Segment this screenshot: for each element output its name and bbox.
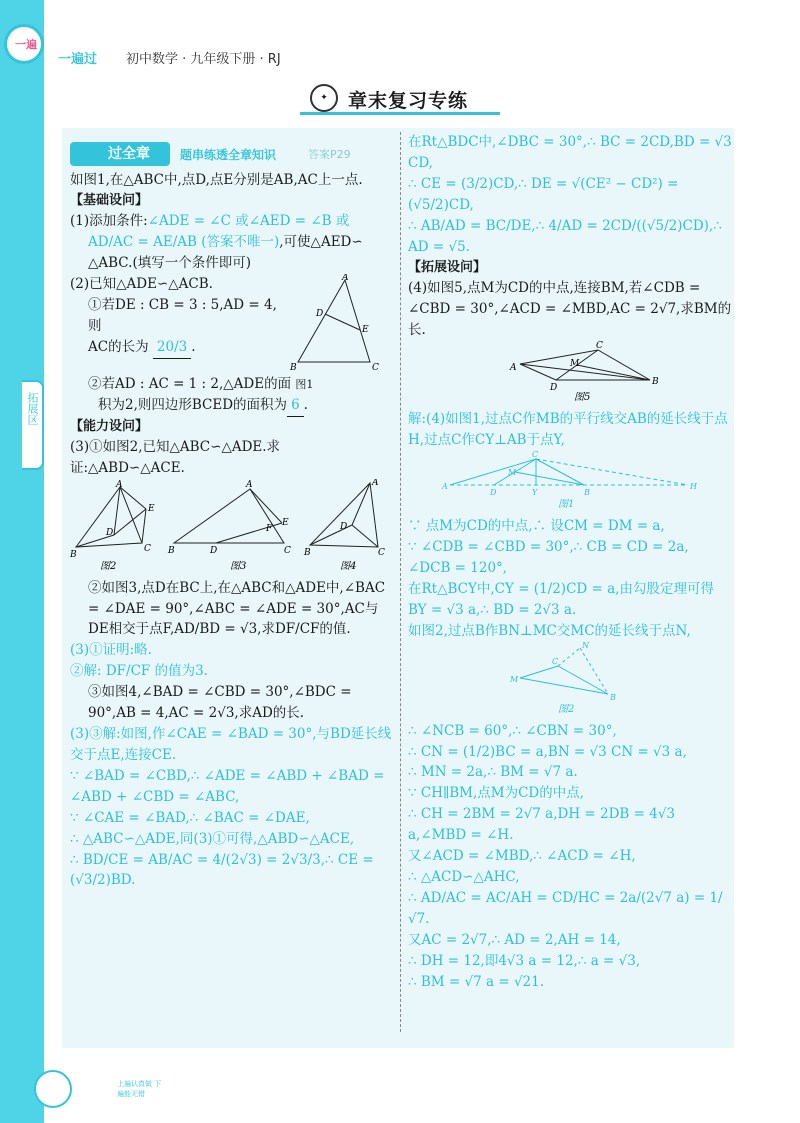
fig2-label-d: D	[106, 527, 114, 538]
q3-part3: ③如图4,∠BAD = ∠CBD = 30°,∠BDC = 90°,AB = 4,AC = 2√3,求AD的长.	[88, 684, 352, 722]
figure-r1	[408, 451, 728, 509]
solution-4-mid-2: ∠DCB = 120°,	[408, 559, 508, 576]
figure-1	[290, 274, 390, 374]
solution-3-3-line-3: ∴ △ABC∽△ADE,同(3)①可得,△ABD∽△ACE,	[70, 830, 355, 847]
header	[44, 40, 800, 74]
fig1-label-c: C	[372, 362, 379, 373]
solution-4-mid-0: ∵ 点M为CD的中点,∴ 设CM = DM = a,	[408, 518, 665, 535]
page-title-block	[300, 82, 500, 112]
q2-answer-1: 20/3	[153, 337, 191, 359]
footer-tag: 上遍认真做 下遍能无错	[114, 1078, 166, 1100]
side-tab-label: 拓展区	[26, 392, 39, 425]
basic-title: 【基础设问】	[70, 192, 149, 208]
fig1-caption: 图1	[295, 377, 314, 391]
q4-text: (4)如图5,点M为CD的中点,连接BM,若∠CDB = ∠CBD = 30°,∠ACD = ∠MBD,AC = 2√7,求BM的长.	[408, 279, 732, 338]
figr1-caption: 图1	[558, 499, 575, 510]
solution-4-end-1: ∴ CN = (1/2)BC = a,BN = √3 CN = √3 a,	[408, 743, 687, 760]
brand-name: 一遍过	[58, 52, 98, 67]
solution-4-end-7: ∴ AD/AC = AC/AH = CD/HC = 2a/(2√7 a) = 1/√7.	[408, 889, 723, 927]
fig3-label-a: A	[246, 479, 253, 490]
figure-4	[303, 479, 385, 571]
star-badge-icon: ✦	[310, 84, 338, 112]
fig5-caption: 图5	[574, 392, 591, 403]
ability-title: 【能力设问】	[70, 418, 149, 434]
fig3-label-d: D	[210, 545, 218, 556]
banner-badge	[70, 142, 170, 166]
left-strip	[0, 0, 44, 1123]
right-top-line-0: 在Rt△BDC中,∠DBC = 30°,∴ BC = 2CD,BD = √3 CD,	[408, 134, 732, 171]
page-title: 章末复习专练	[348, 90, 469, 112]
figure-3	[167, 480, 291, 571]
q2-part1-cont: AC的长为 20/3 .	[70, 337, 290, 359]
fig5-label-a: A	[510, 363, 517, 374]
solution-4-end-0: ∴ ∠NCB = 60°,∴ ∠CBN = 30°,	[408, 722, 617, 739]
side-tab	[22, 380, 44, 470]
fig1-label-a: A	[342, 273, 349, 283]
solution-4-end-2: ∴ MN = 2a,∴ BM = √7 a.	[408, 764, 578, 781]
solution-4-end-9: ∴ DH = 12,即4√3 a = 12,∴ a = √3,	[408, 952, 641, 969]
solution-4-end-6: ∴ △ACD∽△AHC,	[408, 869, 520, 886]
course-title: 初中数学 · 九年级下册 · RJ	[126, 52, 281, 67]
fig2-label-e: E	[148, 503, 155, 514]
figr1-label-y: Y	[532, 488, 538, 498]
solution-4-mid-1: ∵ ∠CDB = ∠CBD = 30°,∴ CB = CD = 2a,	[408, 539, 689, 556]
fig4-label-d: D	[340, 521, 348, 532]
fig2-label-b: B	[70, 549, 77, 560]
figure-r2	[408, 642, 728, 714]
solution-4-head: 解:(4)如图1,过点C作MB的平行线交AB的延长线于点H,过点C作CY⊥AB于点Y,	[408, 411, 728, 449]
mascot-icon	[34, 1070, 72, 1108]
q2-part2-cont: 积为2,则四边形BCED的面积为 6 .	[70, 395, 394, 417]
solution-4-end-10: ∴ BM = √7 a = √21.	[408, 973, 545, 990]
figr2-label-m: M	[510, 674, 519, 684]
fig3-label-b: B	[168, 545, 175, 556]
solution-4-end-3: ∵ CH∥BM,点M为CD的中点,	[408, 785, 585, 802]
figr1-label-b: B	[584, 488, 590, 498]
q2-part1: ①若DE : CB = 3 : 5,AD = 4,则	[88, 296, 277, 334]
q1-note: (答案不唯一)	[201, 233, 280, 250]
q1-line1	[70, 211, 394, 232]
fig3-label-f: F	[266, 523, 273, 534]
fig5-label-d: D	[550, 383, 558, 394]
q2-text	[70, 274, 290, 359]
figr1-label-a: A	[442, 482, 448, 492]
q2-answer-2: 6	[287, 395, 304, 417]
figr2-label-b: B	[610, 692, 616, 702]
solution-4-mid-5: 如图2,过点B作BN⊥MC交MC的延长线于点N,	[408, 622, 691, 639]
fig4-label-c: C	[378, 547, 385, 558]
q2-part1-tail: AC的长为	[88, 338, 149, 355]
fig3-label-e: E	[282, 517, 289, 528]
fig4-caption: 图4	[340, 560, 357, 571]
q1-answer-2: AD/AC = AE/AB	[88, 233, 197, 250]
q2-stem: (2)已知△ADE∽△ACB.	[70, 275, 213, 292]
section-banner	[70, 132, 394, 170]
page-number-badge	[34, 1068, 107, 1112]
fig5-label-m: M	[570, 359, 580, 370]
q2-block	[70, 274, 394, 374]
fig2-label-c: C	[144, 543, 151, 554]
figure-5	[408, 340, 728, 402]
fig5-label-b: B	[652, 377, 659, 388]
figure-2	[70, 480, 155, 571]
fig2-caption: 图2	[100, 560, 117, 571]
column-divider	[400, 132, 401, 1032]
q1-answer-1: ∠ADE = ∠C 或∠AED = ∠B 或	[147, 213, 350, 230]
solution-3-3-line-1: ∵ ∠BAD = ∠CBD,∴ ∠ADE = ∠ABD + ∠BAD = ∠ABD + ∠CBD = ∠ABC,	[70, 767, 385, 805]
q1-line2	[70, 232, 394, 253]
fig1-label-d: D	[316, 308, 324, 319]
fig2-label-a: A	[116, 479, 123, 490]
figr2-caption: 图2	[558, 703, 575, 714]
solution-4-mid-3: 在Rt△BCY中,CY = (1/2)CD = a,由勾股定理可得	[408, 580, 714, 597]
solution-3-3-lines	[70, 724, 394, 891]
intro-text: 如图1,在△ABC中,点D,点E分别是AB,AC上一点.	[70, 172, 363, 188]
q2-part2-text: ②若AD : AC = 1 : 2,△ADE的面	[88, 375, 292, 392]
solution-3-3-line-2: ∵ ∠CAE = ∠BAD,∴ ∠BAC = ∠DAE,	[70, 809, 310, 826]
fig4-label-a: A	[372, 478, 379, 488]
title-underline	[300, 112, 500, 115]
q1-prefix: (1)添加条件:	[70, 213, 148, 230]
solution-3-3-line-5: (√3/2)BD.	[70, 872, 136, 889]
fig4-label-b: B	[304, 547, 311, 558]
banner-label: 过全章	[108, 146, 150, 162]
answer-ref: 答案P29	[308, 148, 351, 161]
left-column	[70, 132, 394, 891]
figr2-label-n: N	[582, 641, 589, 650]
q2-part2-tail: 积为2,则四边形BCED的面积为	[98, 396, 288, 413]
solution-4-end-4: ∴ CH = 2BM = 2√7 a,DH = 2DB = 4√3 a,∠MBD = ∠H.	[408, 806, 676, 844]
solution-4-end-8: 又AC = 2√7,∴ AD = 2,AH = 14,	[408, 931, 621, 948]
solution-4-mid-4: BY = √3 a,∴ BD = 2√3 a.	[408, 601, 577, 618]
brand-logo-icon: 一遍	[4, 24, 44, 64]
fig5-label-c: C	[596, 341, 603, 352]
solution-3-2: ②解: DF/CF 的值为3.	[70, 663, 208, 680]
figr1-label-m: M	[508, 468, 517, 478]
q1-middle: ,可使△AED∽	[279, 233, 363, 250]
figr1-label-c: C	[532, 451, 539, 460]
banner-subtitle: 题串练透全章知识	[180, 148, 277, 162]
fig3-caption: 图3	[230, 560, 247, 571]
q1-line3: △ABC.(填写一个条件即可)	[88, 254, 251, 271]
figr1-label-d: D	[490, 488, 497, 498]
ext-title: 【拓展设问】	[408, 259, 487, 275]
solution-3-1: (3)①证明:略.	[70, 642, 152, 659]
q3-part2: ②如图3,点D在BC上,在△ABC和△ADE中,∠BAC = ∠DAE = 90°,∠ABC = ∠ADE = 30°,AC与DE相交于点F,AD/BD = √3,求DF/CF的值.	[88, 579, 386, 638]
figr1-label-h: H	[690, 482, 697, 492]
q2-part2	[70, 374, 394, 395]
solution-3-3-line-0: (3)③解:如图,作∠CAE = ∠BAD = 30°,与BD延长线交于点E,连接CE.	[70, 726, 392, 763]
solution-4-end-5: 又∠ACD = ∠MBD,∴ ∠ACD = ∠H,	[408, 848, 636, 865]
right-top-line-1: ∴ CE = (3/2)CD,∴ DE = √(CE² − CD²) = (√5/2)CD,	[408, 175, 679, 213]
page-number: 46	[76, 1078, 107, 1103]
q3-part1: (3)①如图2,已知△ABC∽△ADE.求证:△ABD∽△ACE.	[70, 438, 281, 476]
fig3-label-c: C	[284, 545, 291, 556]
figr2-label-c: C	[552, 656, 559, 666]
fig1-label-e: E	[362, 324, 369, 335]
solution-3-3-line-4: ∴ BD/CE = AB/AC = 4/(2√3) = 2√3/3,∴ CE =	[70, 851, 374, 868]
fig1-label-b: B	[290, 362, 297, 373]
right-column	[408, 132, 732, 993]
solution-3-3-block	[70, 724, 394, 891]
right-top-line-2: ∴ AB/AD = BC/DE,∴ 4/AD = 2CD/((√5/2)CD),∴ AD = √5.	[408, 217, 722, 255]
figures-2-3-4	[70, 479, 390, 571]
